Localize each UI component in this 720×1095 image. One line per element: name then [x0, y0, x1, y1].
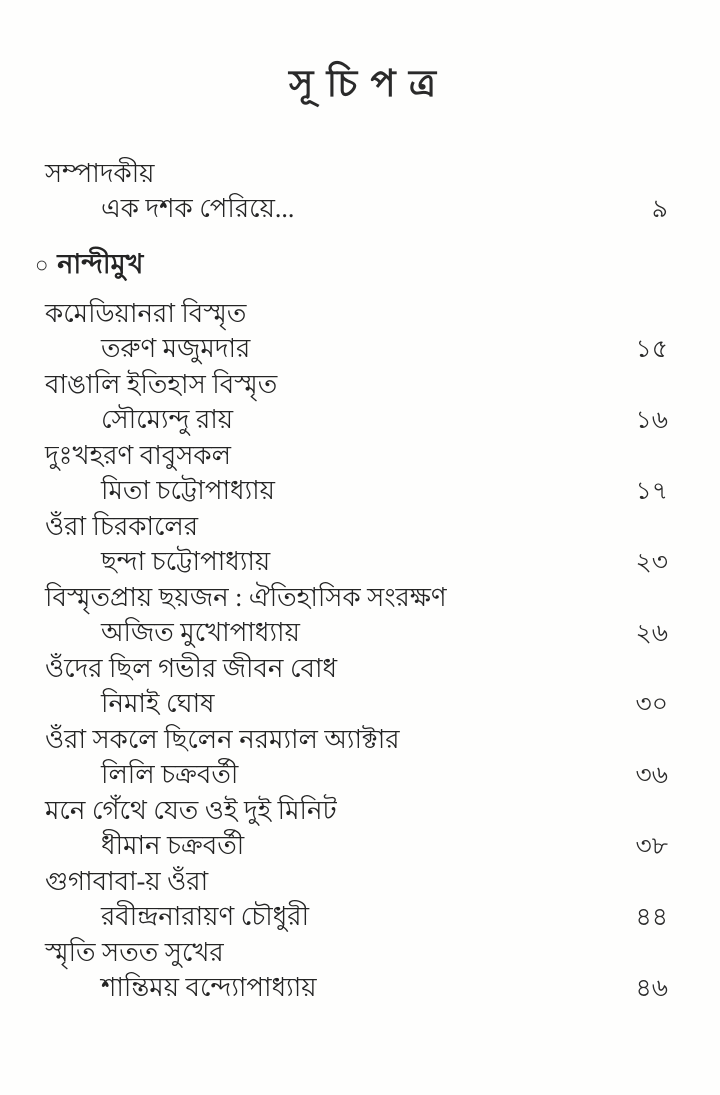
entry-title-line: [45, 509, 668, 544]
toc-entry: [45, 367, 668, 438]
entry-title: বাঙালি ইতিহাস বিস্মৃত: [45, 370, 278, 399]
entry-title-line: [45, 580, 668, 615]
entry-title: ওঁরা সকলে ছিলেন নরম্যাল অ্যাক্টার: [45, 725, 400, 754]
toc-entry: [45, 296, 668, 367]
entry-author-line: [45, 544, 668, 580]
entry-list: [45, 296, 668, 1006]
entry-page-number: ৩৬: [635, 762, 668, 789]
toc-entry: [45, 438, 668, 509]
entry-author: লিলি চক্রবর্তী: [101, 760, 239, 789]
toc-entry: [45, 864, 668, 935]
entry-title-line: [45, 722, 668, 757]
toc-entry: [45, 509, 668, 580]
entry-author: তরুণ মজুমদার: [101, 334, 251, 363]
entry-author-line: [45, 473, 668, 509]
editorial-heading: সম্পাদকীয়: [45, 159, 155, 188]
entry-author-line: [45, 686, 668, 722]
entry-author: রবীন্দ্রনারায়ণ চৌধুরী: [101, 902, 310, 931]
entry-page-number: ১৫: [635, 336, 668, 363]
entry-page-number: ২৬: [635, 620, 668, 647]
toc-entry: [45, 722, 668, 793]
page-title: সূ চি প ত্র: [288, 64, 439, 105]
entry-page-number: ৩০: [635, 691, 668, 718]
entry-page-number: ১৬: [635, 407, 668, 434]
entry-title-line: [45, 367, 668, 402]
editorial-section: [45, 156, 668, 227]
entry-author-line: [45, 899, 668, 935]
entry-title: মনে গেঁথে যেত ওই দুই মিনিট: [45, 796, 337, 825]
entry-author: ছন্দা চট্টোপাধ্যায়: [101, 547, 271, 576]
entry-title: স্মৃতি সতত সুখের: [45, 938, 224, 967]
toc-entry: [45, 935, 668, 1006]
entry-author-line: [45, 615, 668, 651]
entry-author-line: [45, 828, 668, 864]
entry-title: গুগাবাবা-য় ওঁরা: [45, 867, 209, 896]
entry-author-line: [45, 757, 668, 793]
entry-author: মিতা চট্টোপাধ্যায়: [101, 476, 275, 505]
entry-title-line: [45, 793, 668, 828]
editorial-item-page-number: ৯: [651, 196, 668, 223]
entry-page-number: ৩৮: [635, 833, 668, 860]
entry-author: অজিত মুখোপাধ্যায়: [101, 618, 300, 647]
toc-entry: [45, 651, 668, 722]
section-heading-label: নান্দীমুখ: [57, 249, 144, 279]
entry-title: দুঃখহরণ বাবুসকল: [45, 441, 231, 470]
entry-title: ওঁরা চিরকালের: [45, 512, 199, 541]
editorial-heading-line: [45, 156, 668, 191]
circle-bullet-icon: ○: [35, 252, 49, 277]
toc-entry: [45, 580, 668, 651]
entry-author-line: [45, 970, 668, 1006]
entry-title-line: [45, 935, 668, 970]
entry-title-line: [45, 864, 668, 899]
entry-page-number: ৪৬: [635, 975, 668, 1002]
entry-title-line: [45, 651, 668, 686]
entry-author: ধীমান চক্রবর্তী: [101, 831, 245, 860]
editorial-item-line: [45, 191, 668, 227]
entry-author: নিমাই ঘোষ: [101, 689, 215, 718]
toc-content: [35, 0, 668, 1006]
entry-author-line: [45, 331, 668, 367]
entry-page-number: ১৭: [635, 478, 668, 505]
entry-title: ওঁদের ছিল গভীর জীবন বোধ: [45, 654, 338, 683]
entry-author: শান্তিময় বন্দ্যোপাধ্যায়: [101, 973, 317, 1002]
entry-title: কমেডিয়ানরা বিস্মৃত: [45, 299, 247, 328]
entry-author: সৌম্যেন্দু রায়: [101, 405, 234, 434]
entry-author-line: [45, 402, 668, 438]
section-heading-nandimukh: [35, 246, 668, 282]
entry-title: বিস্মৃতপ্রায় ছয়জন : ঐতিহাসিক সংরক্ষণ: [45, 583, 447, 612]
entry-title-line: [45, 296, 668, 331]
entry-title-line: [45, 438, 668, 473]
toc-entry: [45, 793, 668, 864]
editorial-item-title: এক দশক পেরিয়ে...: [101, 194, 295, 223]
entry-page-number: ৪৪: [635, 904, 668, 931]
entry-page-number: ২৩: [635, 549, 668, 576]
